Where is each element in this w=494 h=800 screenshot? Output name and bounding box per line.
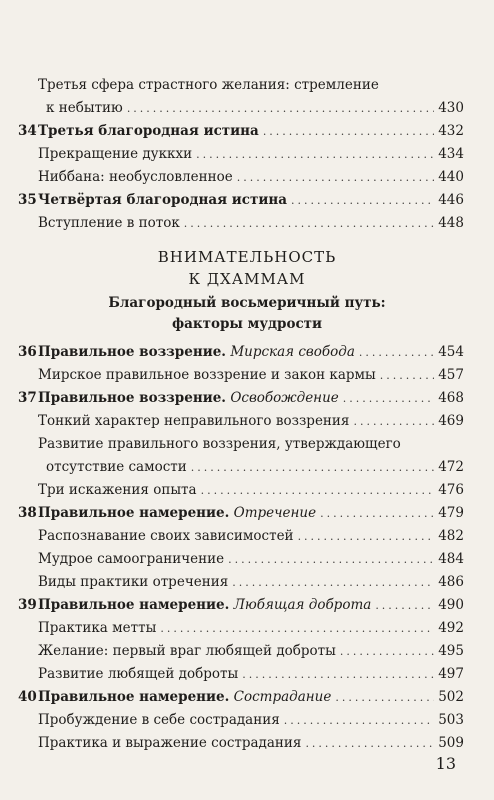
toc-entry (18, 663, 464, 685)
page-number: 457 (438, 367, 464, 383)
entry-title: Три искажения опыта (38, 482, 197, 498)
chapter-number: 35 (18, 192, 37, 208)
section-title: К ДХАММАМ (188, 270, 306, 288)
entry-title: Тонкий характер неправильного воззрения (38, 413, 350, 429)
page-number: 430 (438, 100, 464, 116)
page-folio: 13 (435, 754, 456, 773)
leader-dots (184, 213, 434, 235)
entry-title: Мудрое самоограничение (38, 551, 225, 567)
leader-dots (291, 190, 434, 212)
section-subtitle: Благородный восьмеричный путь: (108, 295, 386, 311)
entry-lead: Правильное воззрение. (38, 390, 227, 406)
entry-italic: Сострадание (233, 689, 332, 705)
leader-dots (353, 411, 434, 433)
page-number: 497 (438, 666, 464, 682)
page-number: 446 (438, 192, 464, 208)
toc-entry (18, 479, 464, 501)
entry-lead: Правильное намерение. (38, 597, 230, 613)
toc-entry (18, 525, 464, 547)
page-number: 482 (438, 528, 464, 544)
toc-entry (18, 732, 464, 754)
leader-dots (191, 457, 434, 479)
page-number: 469 (438, 413, 464, 429)
entry-title (38, 341, 355, 363)
entry-italic: Мирская свобода (230, 344, 355, 360)
page-number: 484 (438, 551, 464, 567)
entry-italic: Любящая доброта (233, 597, 372, 613)
entry-title: Практика и выражение сострадания (38, 735, 302, 751)
toc-entry-line: Третья сфера страстного желания: стремление (38, 77, 379, 93)
page-number: 454 (438, 344, 464, 360)
toc-entry (18, 640, 464, 662)
page-number: 479 (438, 505, 464, 521)
entry-title (38, 686, 331, 708)
page-number: 492 (438, 620, 464, 636)
entry-lead: Правильное намерение. (38, 505, 230, 521)
page-number: 472 (438, 459, 464, 475)
entry-title: Четвёртая благородная истина (38, 192, 288, 208)
entry-lead: Правильное намерение. (38, 689, 230, 705)
toc-entry (18, 617, 464, 639)
page-number: 490 (438, 597, 464, 613)
entry-title: Ниббана: необусловленное (38, 169, 233, 185)
section-subtitle: факторы мудрости (171, 316, 323, 332)
entry-title: Развитие любящей доброты (38, 666, 239, 682)
toc-entry (18, 410, 464, 432)
leader-dots (263, 121, 434, 143)
leader-dots (284, 710, 434, 732)
page-number: 476 (438, 482, 464, 498)
toc-entry (18, 548, 464, 570)
entry-title: Виды практики отречения (38, 574, 229, 590)
entry-title (38, 502, 316, 524)
chapter-number: 39 (18, 597, 37, 613)
page-number: 432 (438, 123, 464, 139)
toc-entry (18, 97, 464, 119)
entry-title: Третья благородная истина (38, 123, 259, 139)
page-number: 503 (438, 712, 464, 728)
entry-title (38, 387, 339, 409)
chapter-number: 37 (18, 390, 37, 406)
leader-dots (305, 733, 434, 755)
toc-entry (18, 594, 464, 616)
leader-dots (160, 618, 434, 640)
page-number: 468 (438, 390, 464, 406)
leader-dots (375, 595, 434, 617)
entry-title (38, 594, 371, 616)
entry-title: Желание: первый враг любящей доброты (38, 643, 336, 659)
toc-entry (18, 502, 464, 524)
leader-dots (359, 342, 434, 364)
leader-dots (127, 98, 434, 120)
toc-entry (18, 166, 464, 188)
leader-dots (343, 388, 434, 410)
leader-dots (320, 503, 434, 525)
entry-title: Прекращение дуккхи (38, 146, 193, 162)
toc-entry (18, 212, 464, 234)
leader-dots (380, 365, 434, 387)
toc-entry (18, 387, 464, 409)
leader-dots (232, 572, 434, 594)
toc-entry (18, 686, 464, 708)
chapter-number: 36 (18, 344, 37, 360)
leader-dots (201, 480, 435, 502)
page-number: 486 (438, 574, 464, 590)
toc-entry (18, 189, 464, 211)
entry-italic: Освобождение (230, 390, 339, 406)
leader-dots (237, 167, 435, 189)
page-number: 495 (438, 643, 464, 659)
chapter-number: 34 (18, 123, 37, 139)
entry-title: Пробуждение в себе сострадания (38, 712, 280, 728)
leader-dots (196, 144, 434, 166)
leader-dots (335, 687, 434, 709)
page-number: 448 (438, 215, 464, 231)
toc-entry-line: Развитие правильного воззрения, утверждающего (38, 436, 401, 452)
leader-dots (242, 664, 434, 686)
entry-title: Мирское правильное воззрение и закон кармы (38, 367, 376, 383)
entry-lead: Правильное воззрение. (38, 344, 227, 360)
toc-entry (18, 341, 464, 363)
entry-italic: Отречение (233, 505, 317, 521)
chapter-number: 40 (18, 689, 37, 705)
toc-entry (18, 143, 464, 165)
toc-entry (18, 709, 464, 731)
page-number: 509 (438, 735, 464, 751)
entry-title: отсутствие самости (46, 459, 187, 475)
entry-title: Вступление в поток (38, 215, 180, 231)
entry-title: к небытию (46, 100, 123, 116)
leader-dots (298, 526, 435, 548)
section-title: ВНИМАТЕЛЬНОСТЬ (157, 248, 337, 266)
page-number: 502 (438, 689, 464, 705)
entry-title: Практика метты (38, 620, 157, 636)
page-number: 440 (438, 169, 464, 185)
toc-entry (18, 456, 464, 478)
leader-dots (228, 549, 434, 571)
entry-title: Распознавание своих зависимостей (38, 528, 294, 544)
toc-entry (18, 571, 464, 593)
toc-entry (18, 364, 464, 386)
toc-entry (18, 120, 464, 142)
leader-dots (340, 641, 434, 663)
chapter-number: 38 (18, 505, 37, 521)
page-number: 434 (438, 146, 464, 162)
